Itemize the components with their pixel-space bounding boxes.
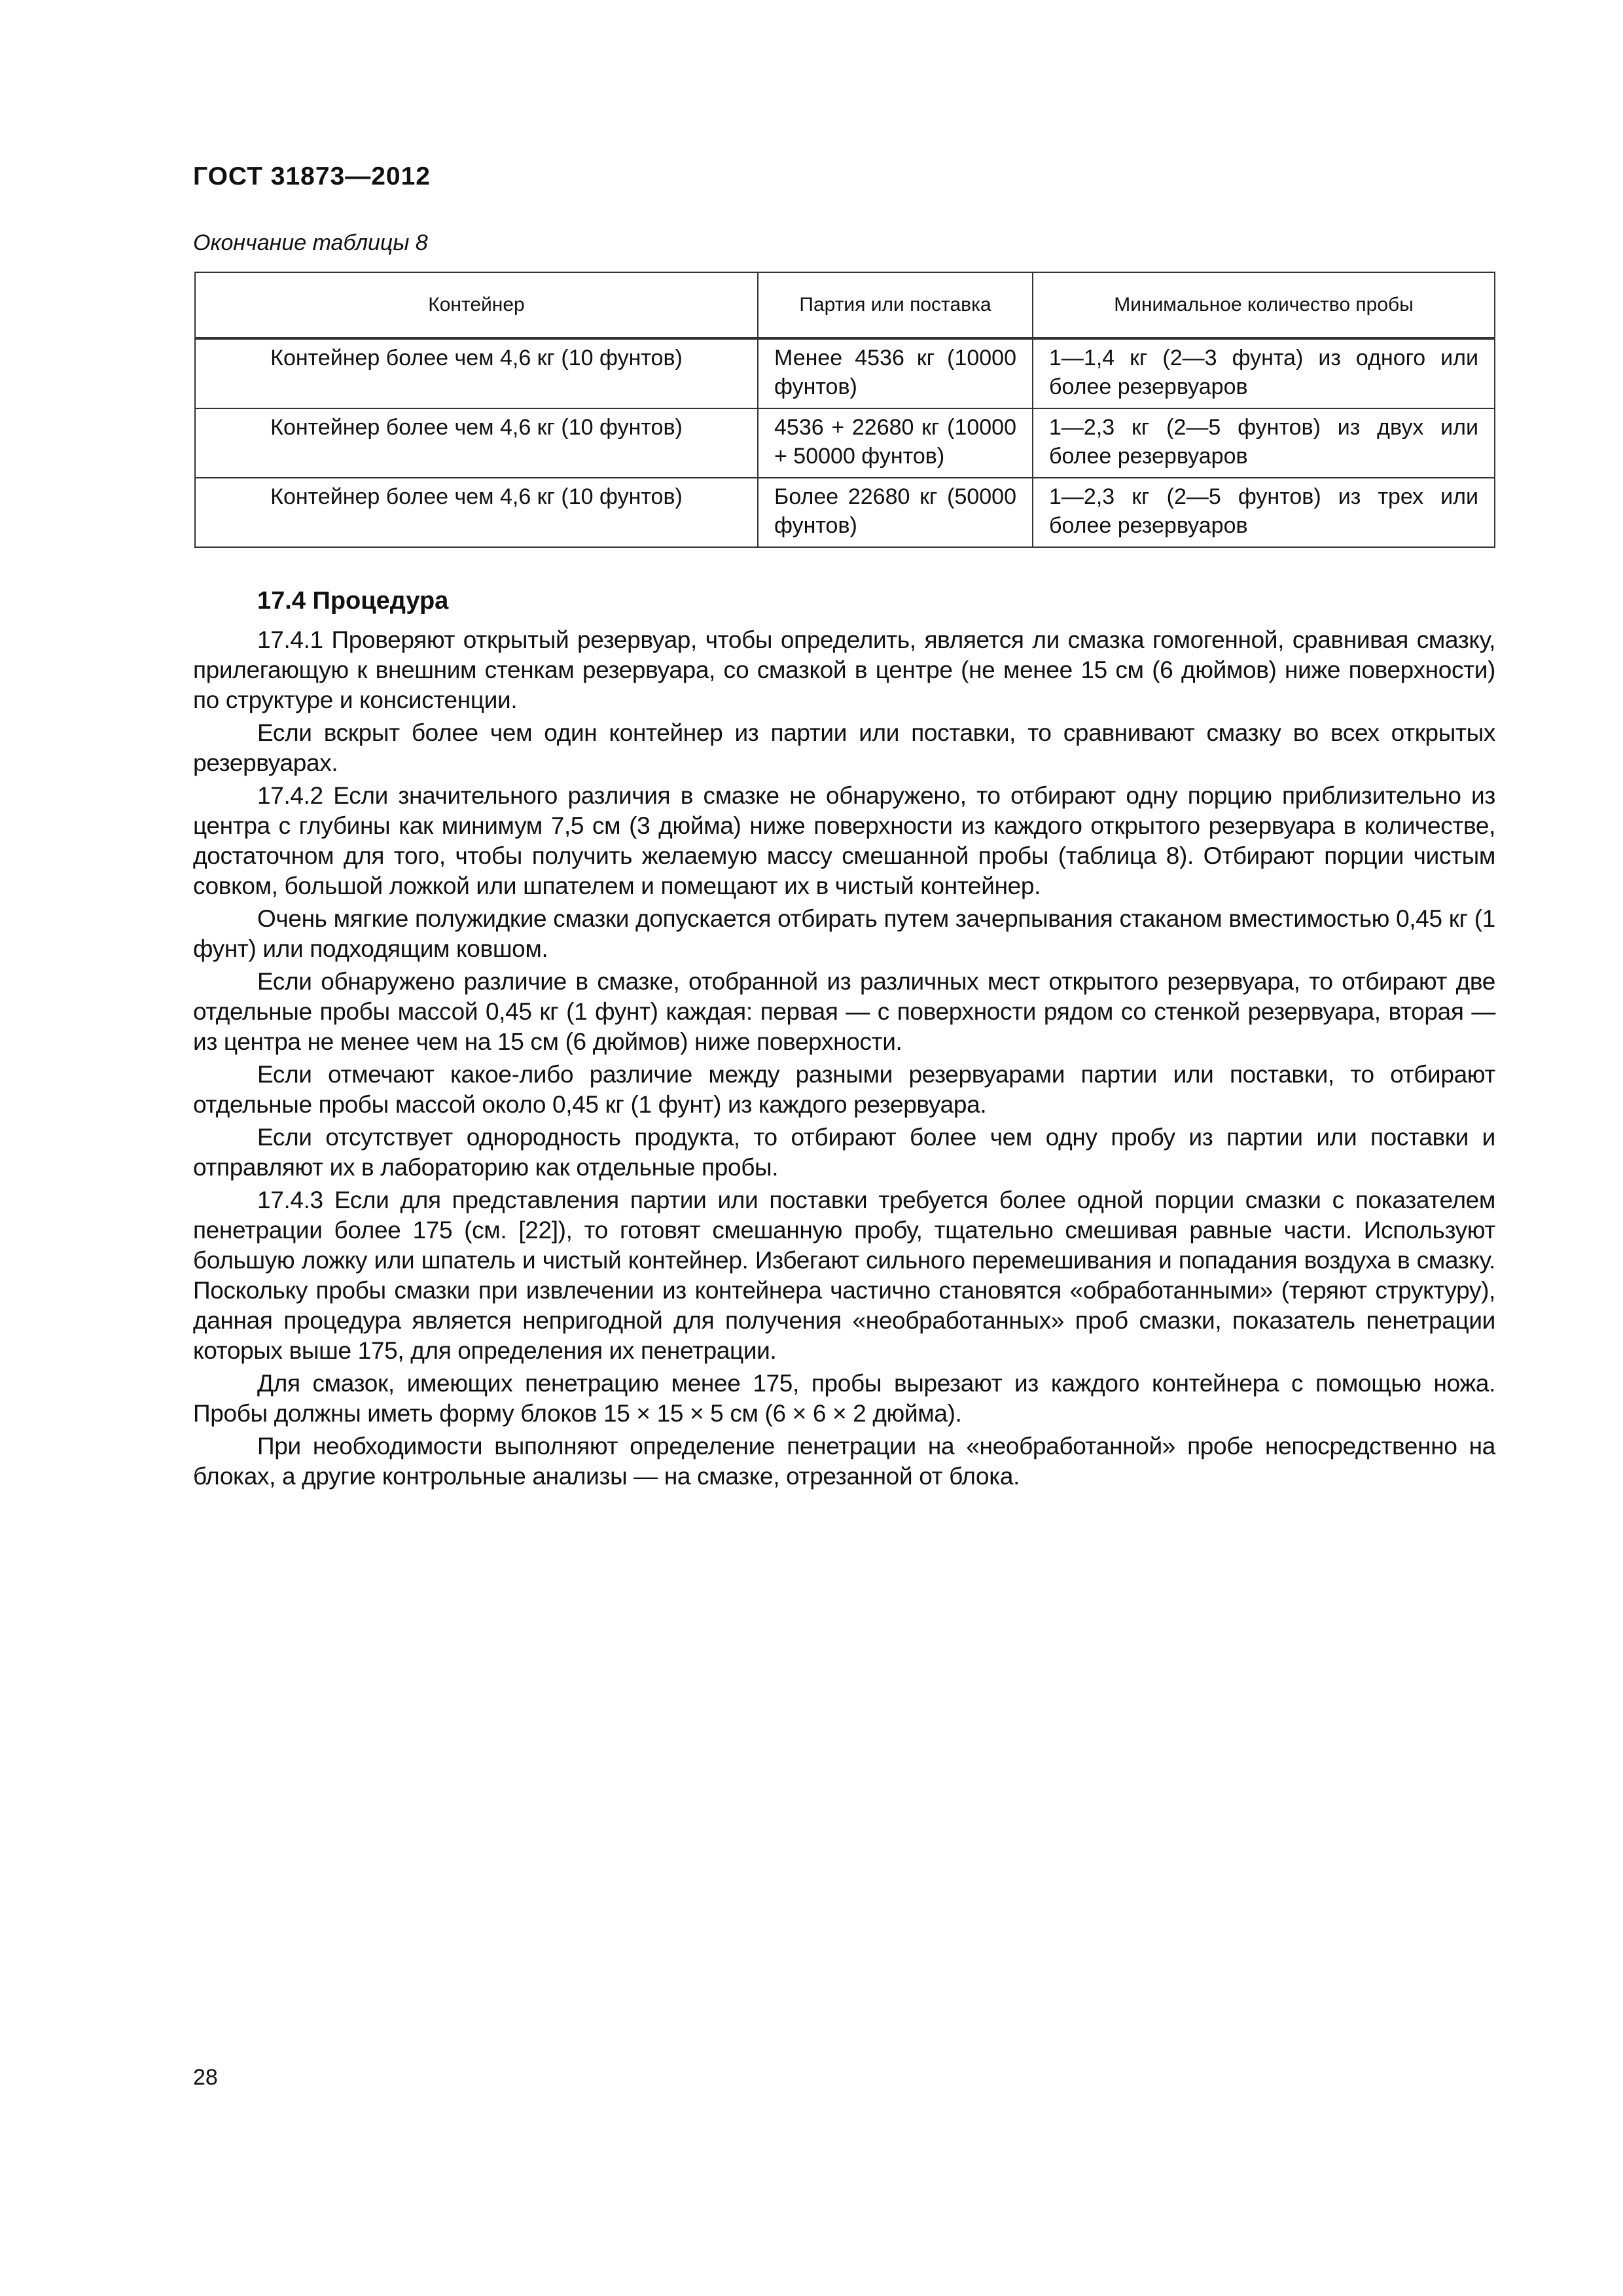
cell-container: Контейнер более чем 4,6 кг (10 фунтов) bbox=[195, 338, 758, 408]
paragraph: Если отмечают какое-либо различие между разными резервуарами партии или поставки, то отбирают отдельные пробы массой около 0,45 кг (1 фунт) из каждого резервуара. bbox=[193, 1061, 1495, 1118]
column-header-batch: Партия или поставка bbox=[758, 272, 1033, 338]
table-caption: Окончание таблицы 8 bbox=[193, 230, 428, 255]
paragraph: Если вскрыт более чем один контейнер из партии или поставки, то сравнивают смазку во всех открытых резервуарах. bbox=[193, 719, 1495, 776]
document-code: ГОСТ 31873—2012 bbox=[193, 162, 431, 190]
cell-batch: Менее 4536 кг (10000 фунтов) bbox=[758, 338, 1033, 408]
cell-min-quantity: 1—2,3 кг (2—5 фунтов) из двух или более резервуаров bbox=[1033, 408, 1495, 478]
column-header-min-quantity: Минимальное количество пробы bbox=[1033, 272, 1495, 338]
cell-min-quantity: 1—1,4 кг (2—3 фунта) из одного или более резервуаров bbox=[1033, 338, 1495, 408]
paragraph: При необходимости выполняют определение пенетрации на «необработанной» пробе непосредственно на блоках, а другие контрольные анализы — на смазке, отрезанной от блока. bbox=[193, 1433, 1495, 1490]
cell-container: Контейнер более чем 4,6 кг (10 фунтов) bbox=[195, 408, 758, 478]
sampling-table bbox=[194, 272, 1495, 548]
paragraph: Если обнаружено различие в смазке, отобранной из различных мест открытого резервуара, то отбирают две отдельные пробы массой 0,45 кг (1 фунт) каждая: первая — с поверхности рядом со стенкой резервуара, вторая — из центра не менее чем на 15 см (6 дюймов) ниже поверхности. bbox=[193, 968, 1495, 1055]
paragraph: 17.4.1 Проверяют открытый резервуар, чтобы определить, является ли смазка гомогенной, сравнивая смазку, прилегающую к внешним стенкам резервуара, со смазкой в центре (не менее 15 см (6 дюймов) ниже поверхности) по структуре и консистенции. bbox=[193, 626, 1495, 713]
table-row bbox=[195, 408, 1495, 478]
column-header-container: Контейнер bbox=[195, 272, 758, 338]
table-header-row bbox=[195, 272, 1495, 338]
table-row bbox=[195, 478, 1495, 547]
section-title: 17.4 Процедура bbox=[257, 587, 449, 615]
paragraph: 17.4.2 Если значительного различия в смазке не обнаружено, то отбирают одну порцию приблизительно из центра с глубины как минимум 7,5 см (3 дюйма) ниже поверхности из каждого открытого резервуара в количестве, достаточном для того, чтобы получить желаемую массу смешанной пробы (таблица 8). Отбирают порции чистым совком, большой ложкой или шпателем и помещают их в чистый контейнер. bbox=[193, 782, 1495, 899]
paragraph: Если отсутствует однородность продукта, то отбирают более чем одну пробу из партии или поставки и отправляют их в лабораторию как отдельные пробы. bbox=[193, 1124, 1495, 1181]
paragraph: 17.4.3 Если для представления партии или поставки требуется более одной порции смазки с показателем пенетрации более 175 (см. [22]), то готовят смешанную пробу, тщательно смешивая равные части. Используют большую ложку или шпатель и чистый контейнер. Избегают сильного перемешивания и попадания воздуха в смазку. Поскольку пробы смазки при извлечении из контейнера частично становятся «обработанными» (теряют структуру), данная процедура является непригодной для получения «необработанных» проб смазки, показатель пенетрации которых выше 175, для определения их пенетрации. bbox=[193, 1187, 1495, 1364]
cell-min-quantity: 1—2,3 кг (2—5 фунтов) из трех или более резервуаров bbox=[1033, 478, 1495, 547]
table-row bbox=[195, 338, 1495, 408]
paragraph: Для смазок, имеющих пенетрацию менее 175, пробы вырезают из каждого контейнера с помощью ножа. Пробы должны иметь форму блоков 15 × 15 × 5 см (6 × 6 × 2 дюйма). bbox=[193, 1370, 1495, 1427]
cell-batch: 4536 + 22680 кг (10000 + 50000 фунтов) bbox=[758, 408, 1033, 478]
page-number: 28 bbox=[193, 2065, 218, 2090]
section-body bbox=[193, 625, 1495, 1494]
paragraph: Очень мягкие полужидкие смазки допускается отбирать путем зачерпывания стаканом вместимостью 0,45 кг (1 фунт) или подходящим ковшом. bbox=[193, 905, 1495, 962]
cell-batch: Более 22680 кг (50000 фунтов) bbox=[758, 478, 1033, 547]
cell-container: Контейнер более чем 4,6 кг (10 фунтов) bbox=[195, 478, 758, 547]
